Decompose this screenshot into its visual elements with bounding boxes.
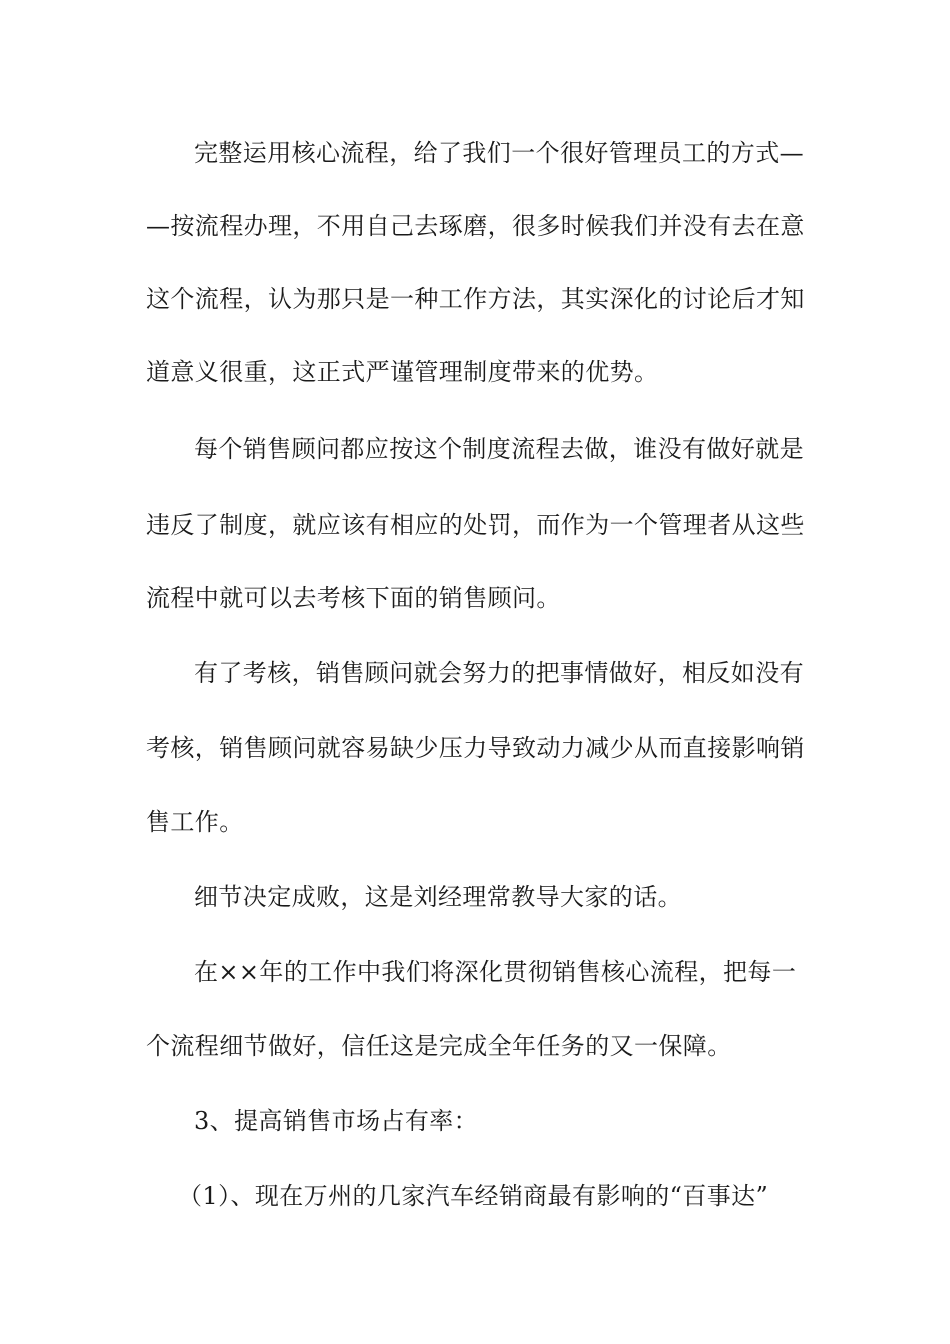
- text-line: —按流程办理，不用自己去琢磨，很多时候我们并没有去在意: [146, 212, 805, 240]
- text-line: 个流程细节做好，信任这是完成全年任务的又一保障。: [146, 1032, 732, 1060]
- text-line: （1）、现在万州的几家汽车经销商最有影响的“百事达”: [178, 1182, 769, 1210]
- text-line: 违反了制度，就应该有相应的处罚，而作为一个管理者从这些: [146, 511, 805, 539]
- text-line: 有了考核，销售顾问就会努力的把事情做好，相反如没有: [194, 659, 804, 687]
- text-line: 完整运用核心流程，给了我们一个很好管理员工的方式—: [194, 139, 804, 167]
- text-line: 这个流程，认为那只是一种工作方法，其实深化的讨论后才知: [146, 285, 805, 313]
- text-line: 道意义很重，这正式严谨管理制度带来的优势。: [146, 358, 659, 386]
- text-line: 在××年的工作中我们将深化贯彻销售核心流程，把每一: [194, 958, 797, 986]
- text-line: 售工作。: [146, 808, 244, 836]
- section-heading: 3、提高销售市场占有率：: [194, 1107, 479, 1135]
- text-line: 考核，销售顾问就容易缺少压力导致动力减少从而直接影响销: [146, 734, 805, 762]
- text-line: 细节决定成败，这是刘经理常教导大家的话。: [194, 883, 682, 911]
- text-line: 每个销售顾问都应按这个制度流程去做，谁没有做好就是: [194, 435, 804, 463]
- text-line: 流程中就可以去考核下面的销售顾问。: [146, 584, 561, 612]
